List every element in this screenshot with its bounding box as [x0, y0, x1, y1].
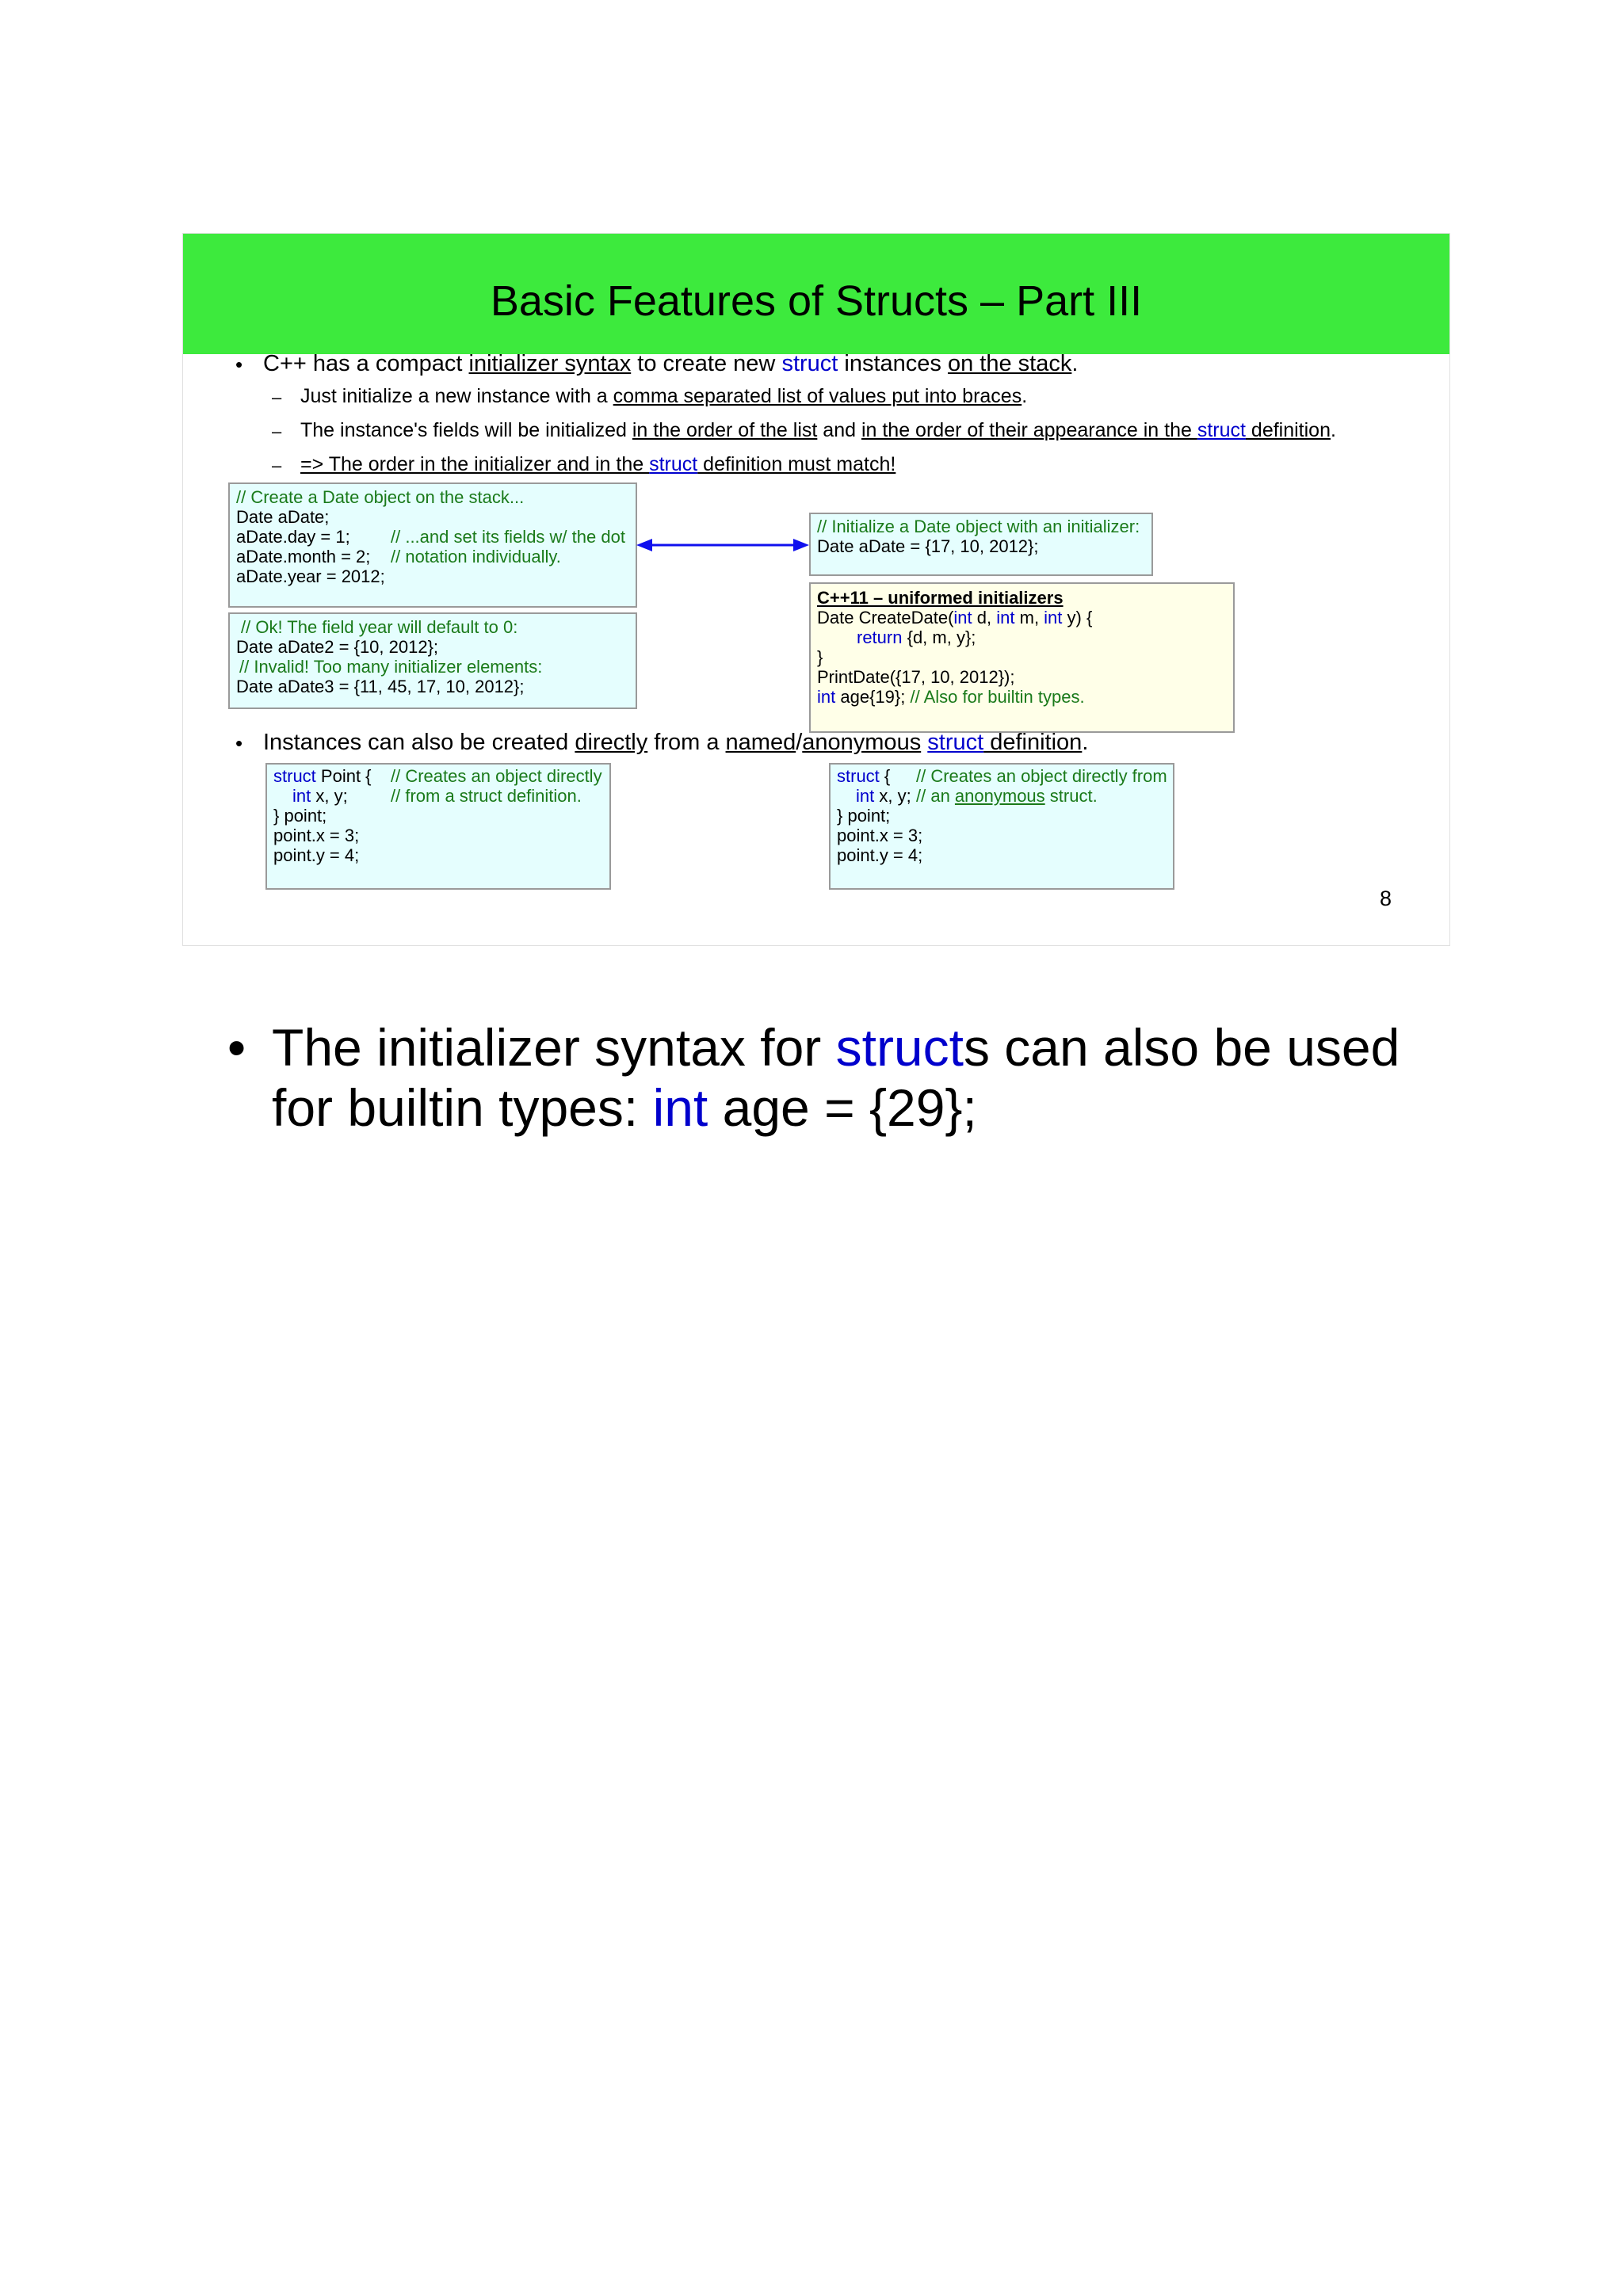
- bullet-compact-initializer: C++ has a compact initializer syntax to create new struct instances on the stack.: [263, 351, 1079, 376]
- note-line-2: for builtin types: int age = {29};: [272, 1078, 977, 1137]
- code-line: struct Point { // Creates an object directly: [273, 766, 602, 786]
- code-line: int x, y; // an anonymous struct.: [856, 786, 1098, 806]
- code-line: Date aDate = {17, 10, 2012};: [817, 536, 1039, 556]
- code-line: point.x = 3;: [273, 826, 360, 845]
- code-line: aDate.day = 1; // ...and set its fields w/ the dot: [236, 527, 625, 547]
- code-line: Date aDate3 = {11, 45, 17, 10, 2012};: [236, 677, 525, 696]
- slide-title: Basic Features of Structs – Part III: [490, 277, 1143, 325]
- slide: [182, 233, 1450, 946]
- code-line: }: [817, 647, 823, 667]
- code-line: int age{19}; // Also for builtin types.: [817, 687, 1085, 707]
- code-line: } point;: [837, 806, 891, 826]
- sub-bullet-dash: –: [272, 456, 282, 475]
- note-text: [272, 1017, 1400, 1138]
- code-comment: // Create a Date object on the stack...: [236, 487, 525, 507]
- sub-bullet-order-must-match: => The order in the initializer and in the struct definition must match!: [300, 453, 896, 475]
- note-line-1: The initializer syntax for structs can also be used: [272, 1018, 1400, 1077]
- code-box-default-and-invalid: [228, 612, 637, 709]
- code-line: PrintDate({17, 10, 2012});: [817, 667, 1015, 687]
- code-line: aDate.month = 2; // notation individually.: [236, 547, 561, 566]
- sub-bullet-comma-list: Just initialize a new instance with a comma separated list of values put into braces.: [300, 385, 1028, 407]
- sub-bullet-field-order: The instance's fields will be initialized in the order of the list and in the order of their appearance in the struct definition.: [300, 419, 1336, 441]
- double-arrow-connector: [635, 533, 811, 557]
- code-line: Date CreateDate(int d, int m, int y) {: [817, 608, 1093, 627]
- code-comment: // Ok! The field year will default to 0:: [241, 617, 518, 637]
- code-line: point.x = 3;: [837, 826, 923, 845]
- code-line: return {d, m, y};: [857, 627, 976, 647]
- code-box-cpp11-uniform-initializers: [809, 582, 1235, 733]
- code-box-anonymous-struct: [829, 763, 1174, 890]
- code-box-create-on-stack: [228, 482, 637, 608]
- bullet-dot: •: [235, 353, 243, 376]
- code-line: Date aDate2 = {10, 2012};: [236, 637, 439, 657]
- page-number: 8: [1380, 887, 1392, 910]
- title-bar: [183, 234, 1449, 354]
- code-line: point.y = 4;: [837, 845, 923, 865]
- box-heading: C++11 – uniformed initializers: [817, 588, 1064, 608]
- sub-bullet-dash: –: [272, 387, 282, 407]
- code-line: struct { // Creates an object directly from: [837, 766, 1167, 786]
- bullet-named-anonymous: Instances can also be created directly from a named/anonymous struct definition.: [263, 730, 1089, 755]
- code-box-initializer: [809, 513, 1153, 576]
- code-line: Date aDate;: [236, 507, 330, 527]
- code-line: } point;: [273, 806, 327, 826]
- code-line: aDate.year = 2012;: [236, 566, 385, 586]
- code-comment: // Invalid! Too many initializer elements:: [239, 657, 543, 677]
- sub-bullet-dash: –: [272, 421, 282, 441]
- code-comment: // Initialize a Date object with an initializer:: [817, 517, 1140, 536]
- bullet-dot: •: [235, 731, 243, 755]
- code-line: point.y = 4;: [273, 845, 360, 865]
- code-line: int x, y; // from a struct definition.: [292, 786, 582, 806]
- code-box-named-struct: [265, 763, 611, 890]
- note-bullet-dot: •: [227, 1018, 246, 1077]
